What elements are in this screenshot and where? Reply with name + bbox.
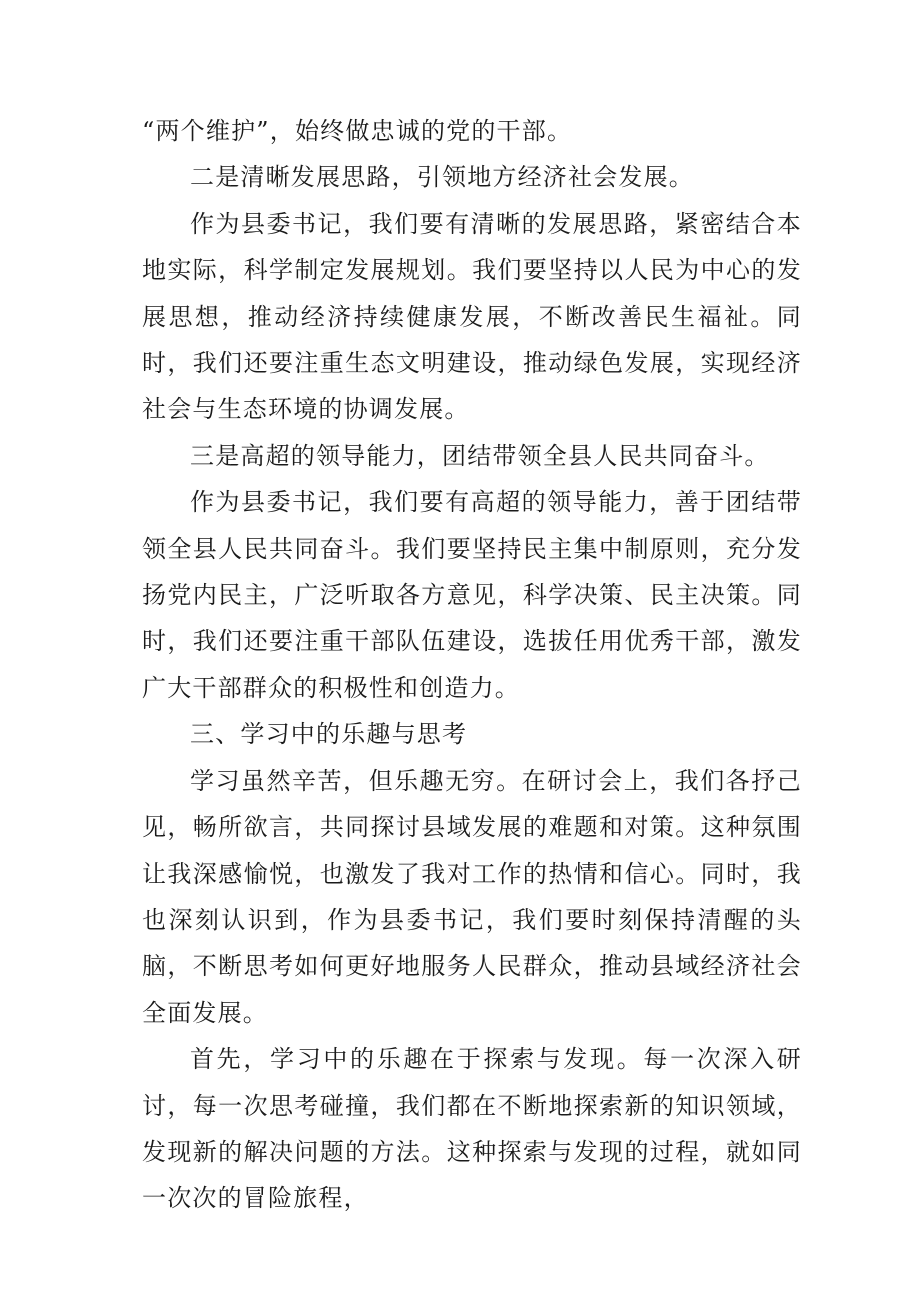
paragraph-development-thinking: 作为县委书记，我们要有清晰的发展思路，紧密结合本地实际，科学制定发展规划。我们要坚持以人民为中心的发展思想，推动经济持续健康发展，不断改善民生福祉。同时，我们还要注重生态文明建设，推动绿色发展，实现经济社会与生态环境的协调发展。	[142, 209, 802, 424]
paragraph-heading-point-three: 三是高超的领导能力，团结带领全县人民共同奋斗。	[190, 441, 770, 470]
paragraph-heading-point-two: 二是清晰发展思路，引领地方经济社会发展。	[190, 163, 694, 192]
paragraph-leadership-ability: 作为县委书记，我们要有高超的领导能力，善于团结带领全县人民共同奋斗。我们要坚持民主集中制原则，充分发扬党内民主，广泛听取各方意见，科学决策、民主决策。同时，我们还要注重干部队伍建设，选拔任用优秀干部，激发广大干部群众的积极性和创造力。	[142, 488, 802, 702]
paragraph-exploration-discovery: 首先，学习中的乐趣在于探索与发现。每一次深入研讨，每一次思考碰撞，我们都在不断地探索新的知识领域，发现新的解决问题的方法。这种探索与发现的过程，就如同一次次的冒险旅程，	[142, 1045, 802, 1213]
section-heading-learning-joy: 三、学习中的乐趣与思考	[190, 720, 468, 749]
document-body	[142, 108, 802, 1222]
paragraph-learning-joy: 学习虽然辛苦，但乐趣无穷。在研讨会上，我们各抒己见，畅所欲言，共同探讨县域发展的难题和对策。这种氛围让我深感愉悦，也激发了我对工作的热情和信心。同时，我也深刻认识到，作为县委书记，我们要时刻保持清醒的头脑，不断思考如何更好地服务人民群众，推动县域经济社会全面发展。	[142, 766, 802, 1027]
paragraph-continuation: “两个维护”，始终做忠诚的党的干部。	[142, 117, 573, 145]
